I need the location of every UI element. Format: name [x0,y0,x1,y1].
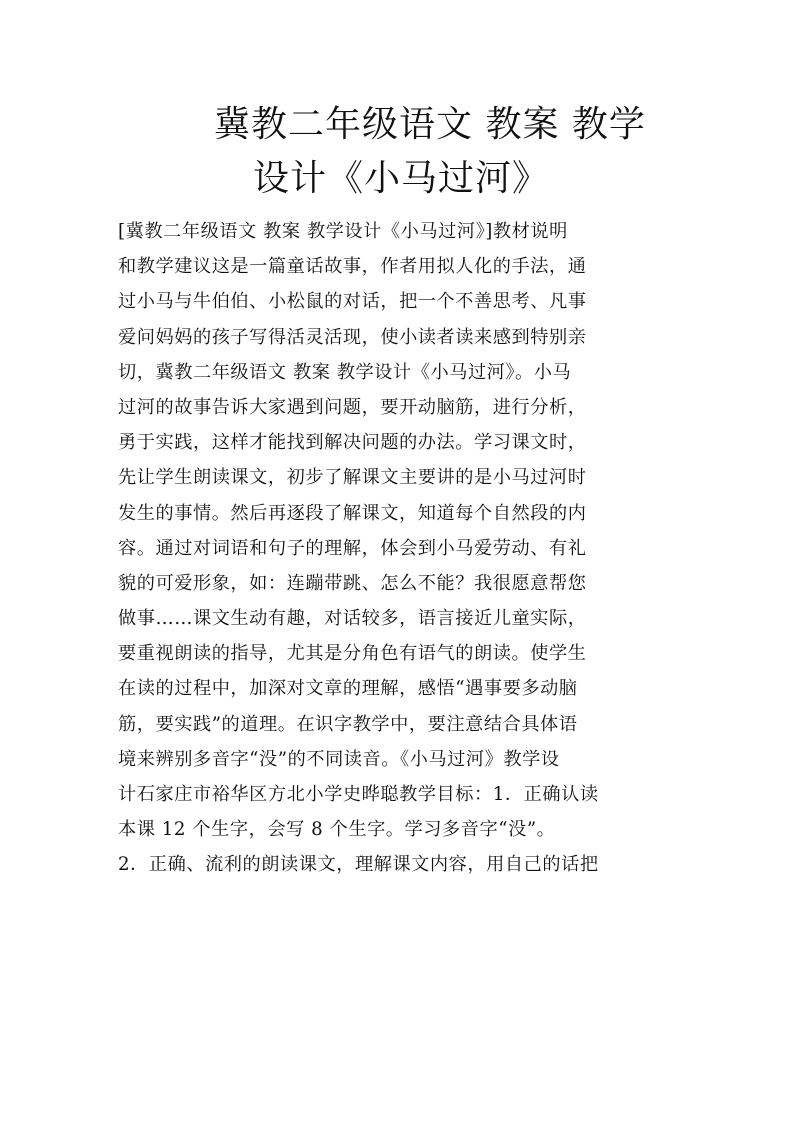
body-line: 2．正确、流利的朗读课文，理解课文内容，用自己的话把 [118,854,599,876]
body-line: 过小马与牛伯伯、小松鼠的对话，把一个不善思考、凡事 [118,291,587,313]
body-line: 在读的过程中，加深对文章的理解，感悟“遇事要多动脑 [118,678,578,700]
body-line: 勇于实践，这样才能找到解决问题的办法。学习课文时， [118,432,587,454]
body-line: 要重视朗读的指导，尤其是分角色有语气的朗读。使学生 [118,643,587,665]
title-line-1: 冀教二年级语文 教案 教学 [214,104,646,145]
body-line: 爱问妈妈的孩子写得活灵活现，使小读者读来感到特别亲 [118,326,587,348]
body-line: [冀教二年级语文 教案 教学设计《小马过河》]教材说明 [118,221,568,242]
body-line: 本课 12 个生字，会写 8 个生字。学习多音字“没”。 [118,819,556,841]
document-title [150,98,710,206]
title-line-2: 设计《小马过河》 [253,158,550,199]
body-line: 和教学建议这是一篇童话故事，作者用拟人化的手法，通 [118,256,587,278]
body-line: 切，冀教二年级语文 教案 教学设计《小马过河》。小马 [118,361,572,383]
body-line: 过河的故事告诉大家遇到问题，要开动脑筋，进行分析， [118,396,587,418]
body-line: 做事……课文生动有趣，对话较多，语言接近儿童实际， [118,608,587,630]
body-line: 计石家庄市裕华区方北小学史晔聪教学目标：1．正确认读 [118,784,599,805]
body-line: 先让学生朗读课文，初步了解课文主要讲的是小马过河时 [118,467,587,489]
body-line: 貌的可爱形象，如：连蹦带跳、怎么不能？我很愿意帮您 [118,572,587,594]
body-line: 发生的事情。然后再逐段了解课文，知道每个自然段的内 [118,502,587,524]
body-line: 境来辨别多音字“没”的不同读音。《小马过河》教学设 [118,748,560,770]
body-line: 容。通过对词语和句子的理解，体会到小马爱劳动、有礼 [118,537,587,559]
body-line: 筋，要实践”的道理。在识字教学中，要注意结合具体语 [118,713,578,735]
document-body [118,214,680,883]
